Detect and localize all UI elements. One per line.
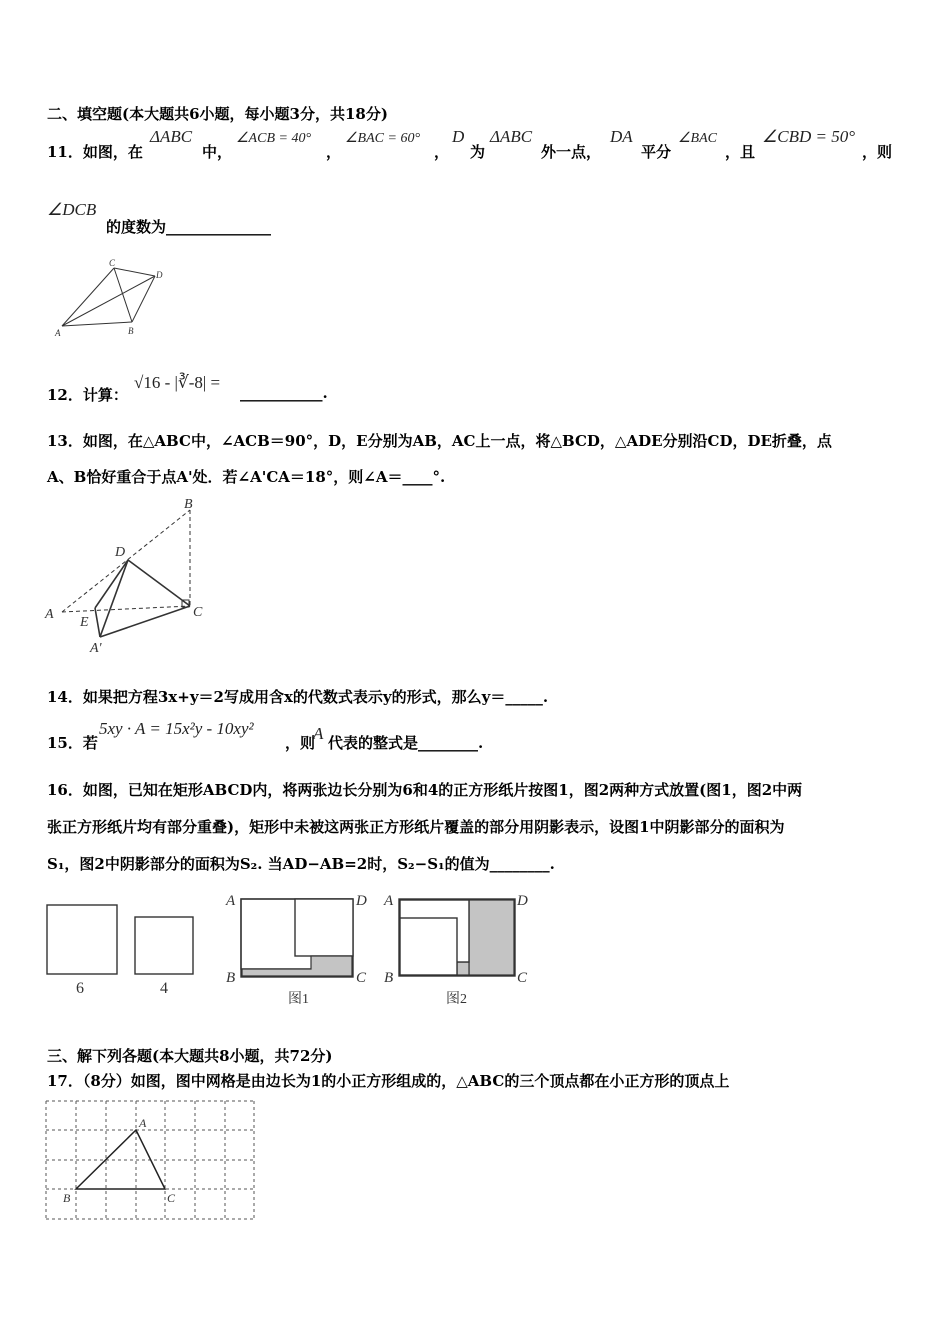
q12-answer-blank: ___________.: [240, 384, 328, 402]
q16-figure: [40, 885, 550, 1010]
q13-label-c: C: [193, 605, 203, 620]
q11-text: 平分: [641, 143, 672, 161]
q16-fig1-caption: 图1: [288, 992, 309, 1007]
q16-label-6: 6: [76, 980, 84, 997]
q12-expression: √16 - |∛-8| =: [134, 373, 221, 392]
q17-label-c: C: [167, 1191, 176, 1205]
q13-line-1: 13．如图，在△ABC中，∠ACB＝90°，D，E分别为AB，AC上一点，将△BCD，△ADE分别沿CD，DE折叠，点: [47, 432, 832, 450]
section-2-title: 二、填空题(本大题共6小题，每小题3分，共18分): [47, 105, 388, 123]
q16-fig2-label-c: C: [517, 970, 528, 986]
q16-fig2-label-d: D: [517, 893, 528, 909]
question-14: 14．如果把方程3x+y＝2写成用含x的代数式表示y的形式，那么y＝_____.: [47, 688, 549, 706]
q13-figure: [40, 492, 220, 657]
q16-fig1-shaded-region: [242, 956, 352, 976]
q11-label-c: C: [109, 258, 116, 268]
q13-label-b: B: [184, 497, 193, 512]
q11-math: ΔABC: [490, 127, 533, 146]
q11-label-b: B: [128, 326, 134, 336]
q11-math: ∠DCB: [47, 200, 97, 219]
q13-label-a: A: [45, 607, 54, 622]
q11-text: ，: [326, 143, 342, 161]
q11-answer-blank: 的度数为______________: [106, 218, 272, 236]
q11-figure: [52, 252, 172, 344]
q17-grid-figure: [40, 1095, 260, 1225]
q16-line-1: 16．如图，已知在矩形ABCD内，将两张边长分别为6和4的正方形纸片按图1，图2两种方式放置(图1，图2中两: [47, 781, 803, 799]
q11-math: ΔABC: [150, 127, 193, 146]
q11-label-d: D: [156, 270, 163, 280]
q15-math: A: [313, 724, 324, 743]
q11-text: ，则: [862, 143, 893, 161]
q15-text: ，则: [285, 734, 316, 752]
q16-line-2: 张正方形纸片均有部分重叠)，矩形中未被这两张正方形纸片覆盖的部分用阴影表示，设图1中阴影部分的面积为: [47, 818, 785, 836]
q16-fig2-shaded-top: [469, 900, 514, 975]
q16-line-3: S₁，图2中阴影部分的面积为S₂. 当AD−AB=2时，S₂−S₁的值为________.: [47, 855, 555, 873]
q11-text: 11．如图，在: [47, 143, 143, 161]
q11-text: ，: [434, 143, 450, 161]
q11-math: ∠BAC: [678, 131, 717, 146]
q13-label-e: E: [80, 615, 89, 630]
q13-line-2: A、B恰好重合于点A'处．若∠A'CA＝18°，则∠A＝____°.: [47, 468, 446, 486]
q11-text: 为: [470, 143, 486, 161]
q16-fig2-caption: 图2: [446, 992, 467, 1007]
q11-math: D: [452, 127, 465, 146]
q16-fig1-label-a: A: [226, 893, 236, 909]
q11-text: ，且: [725, 143, 756, 161]
q11-label-a: A: [55, 328, 61, 338]
q11-text: 外一点，: [541, 143, 602, 161]
q12-label: 12．计算：: [47, 386, 128, 404]
q16-fig1-label-d: D: [356, 893, 367, 909]
q15-answer-blank: 代表的整式是________.: [328, 734, 484, 752]
q11-text: 中，: [202, 143, 233, 161]
q13-label-a-prime: A': [90, 641, 102, 656]
q17-text: 17．（8分）如图，图中网格是由边长为1的小正方形组成的，△ABC的三个顶点都在小正方形的顶点上: [47, 1072, 730, 1090]
q16-label-4: 4: [160, 980, 168, 997]
q11-math: ∠ACB = 40°: [236, 131, 312, 146]
q16-fig2-label-a: A: [384, 893, 394, 909]
q17-label-a: A: [139, 1116, 147, 1130]
q16-fig2-label-b: B: [384, 970, 394, 986]
q11-math: DA: [610, 127, 633, 146]
q13-label-d: D: [115, 545, 126, 560]
q16-fig1-label-b: B: [226, 970, 236, 986]
q15-expression: 5xy · A = 15x²y - 10xy²: [99, 719, 254, 738]
q17-label-b: B: [63, 1191, 71, 1205]
section-3-title: 三、解下列各题(本大题共8小题，共72分): [47, 1047, 333, 1065]
q11-math: ∠BAC = 60°: [345, 131, 421, 146]
q11-math: ∠CBD = 50°: [762, 127, 856, 146]
q16-fig2-shaded-bottom: [457, 962, 469, 975]
q16-fig1-label-c: C: [356, 970, 367, 986]
q15-text: 15．若: [47, 734, 98, 752]
